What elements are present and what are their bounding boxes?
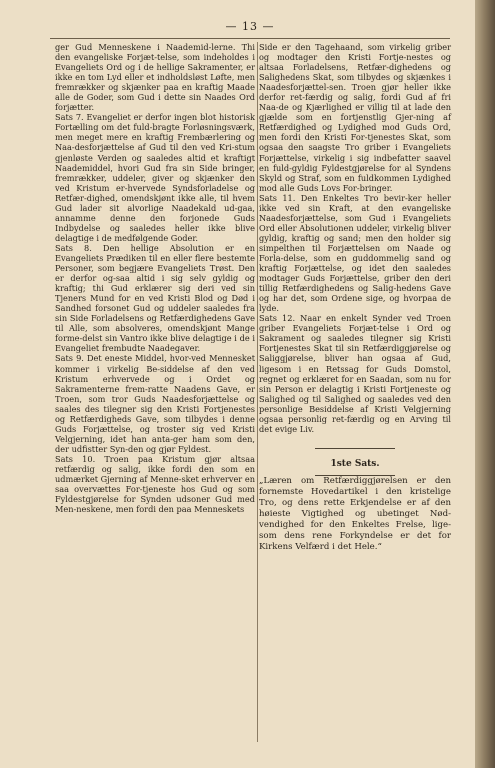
header-rule — [50, 38, 450, 39]
page-number: — 13 — — [225, 20, 275, 33]
paragraph-sats-9: Sats 9. Det eneste Middel, hvor-ved Mennesket kommer i virkelig Be-siddelse af den ved Kristum erhvervede og i Ordet og Sakramenterne frem-ratte Naadens Gave, er Troen, som tror Guds Naadesforjættelse og saales des tilegner sig den Kristi Fortjenestes og Retfærdigheds Gave, som tilbydes i denne Guds Forjættelse, og troster sig ved Kristi Velgjerning, idet han anta-ger ham som den, der udfistter Syn-den og gjør Fyldest. — [55, 353, 255, 454]
paragraph-sats-8: Sats 8. Den hellige Absolution er en Evangeliets Prædiken til en eller flere bestemte Personer, som begjære Evangeliets Trøst. Den er derfor og-saa altid i sig selv gyldig og kraftig; thi Gud erklærer sig deri ved sin Tjeners Mund for en ved Kristi Blod og Død i Sandhed forsonet Gud og uddeler saaledes fra sin Side Forladelsens og Retfærdighedens Gave til Alle, som absolveres, omendskjønt Mange forme-delst sin Vantro ikke blive delagtige i de i Evangeliet frembudte Naadegaver. — [55, 242, 255, 354]
section-quote: „Læren om Retfærdiggjørelsen er den fornemste Hovedartikel i den kristelige Tro, og dens rette Erkjendelse er af den høieste Vigtighed og ubetinget Nød-vendighed for den Enkeltes Frelse, lige-som dens rene Forkyndelse er det for Kirkens Velfærd i det Hele.“ — [259, 475, 451, 552]
section-heading: 1ste Sats. — [330, 458, 380, 469]
paragraph-sats-12: Sats 12. Naar en enkelt Synder ved Troen griber Evangeliets Forjæt-telse i Ord og Sakrament og saaledes tilegner sig Kristi Fortjenestes Skat til sin Retfærdiggjørelse og Saliggjørelse, bliver han ogsaa af Gud, ligesom i en Retssag for Guds Domstol, regnet og erklæret for en Saadan, som nu for sin Person er delagtig i Kristi Fortjeneste og Salighed og til Salighed og saaledes ved den personlige Besiddelse af Kristi Velgjerning ogsaa personlig ret-færdig og en Arving til det evige Liv. — [259, 313, 451, 434]
paragraph-continued: Side er den Tagehaand, som virkelig griber og modtager den Kristi Fortje-nestes og altsaa Forladelsens, Retfær-dighedens og Salighedens Skat, som tilbydes og skjænkes i Naadesforjættel-sen. Troen gjør heller ikke derfor ret-færdig og salig, fordi Gud af fri Naa-de og Kjærlighed er villig til at lade den gjælde som en fortjenstlig Gjer-ning af Retfærdighed og Lydighed mod Guds Ord, men fordi den Kristi For-tjenestes Skat, som ogsaa den saagste Tro griber i Evangeliets Forjættelse, virkelig i sig indbefatter saavel en fuld-gyldig Fyldestgjørelse for al Syndens Skyld og Straf, som en fuldkommen Lydighed mod alle Guds Lovs For-bringer. — [259, 42, 451, 193]
right-column — [259, 42, 451, 553]
column-divider — [257, 42, 258, 742]
page-edge — [475, 0, 495, 768]
paragraph-sats-7: Sats 7. Evangeliet er derfor ingen blot historisk Fortælling om det fuld-bragte Forløsningsværk, men meget mere en kraftig Frembærlering og Naa-desforjættelse af Gud til den ved Kri-stum gjenløste Verden og saaledes altid et kraftigt Naademiddel, hvori Gud fra sin Side bringer, fremrækker, uddeler, giver og skjænker den ved Kristum er-hvervede Syndsforladelse og Retfær-dighed, omendskjønt ikke alle, til hvem Gud lader sit alvorlige Naadekald ud-gaa, annamme denne den forjonede Guds Indbydelse og saaledes heller ikke blive delagtige i de medfølgende Goder. — [55, 112, 255, 243]
paragraph: ger Gud Menneskene i Naademid-lerne. Thi den evangeliske Forjæt-telse, som indeholdes i Evangeliets Ord og i de hellige Sakramenter, er ikke en tom Lyd eller et indholdsløst Løfte, men fremrækker og skjænker paa en kraftig Maade alle de Goder, som Gud i dette sin Naades Ord forjætter. — [55, 42, 255, 113]
paragraph-sats-11: Sats 11. Den Enkeltes Tro bevir-ker heller ikke ved sin Kraft, at den evangeliske Naadesforjættelse, som Gud i Evangeliets Ord eller Absolutionen uddeler, virkelig bliver gyldig, kraftig og sand; men den holder sig simpelthen til Forjættelsen om Naade og Forla-delse, som en guddommelig sand og kraftig Forjættelse, og idet den saaledes modtager Guds Forjættelse, griber den deri tillig Retfærdighedens og Salig-hedens Gave og har det, som Ordene sige, og hvorpaa de lyde. — [259, 192, 451, 314]
paragraph-sats-10: Sats 10. Troen paa Kristum gjør altsaa retfærdig og salig, ikke fordi den som en udmærket Gjerning af Menne-sket erhverver en saa overvættes For-tjeneste hos Gud og som Fyldestgjørelse for Synden udsoner Gud med Men-neskene, men fordi den paa Menneskets — [55, 453, 255, 515]
left-column — [55, 42, 255, 514]
section-rule — [315, 448, 395, 449]
